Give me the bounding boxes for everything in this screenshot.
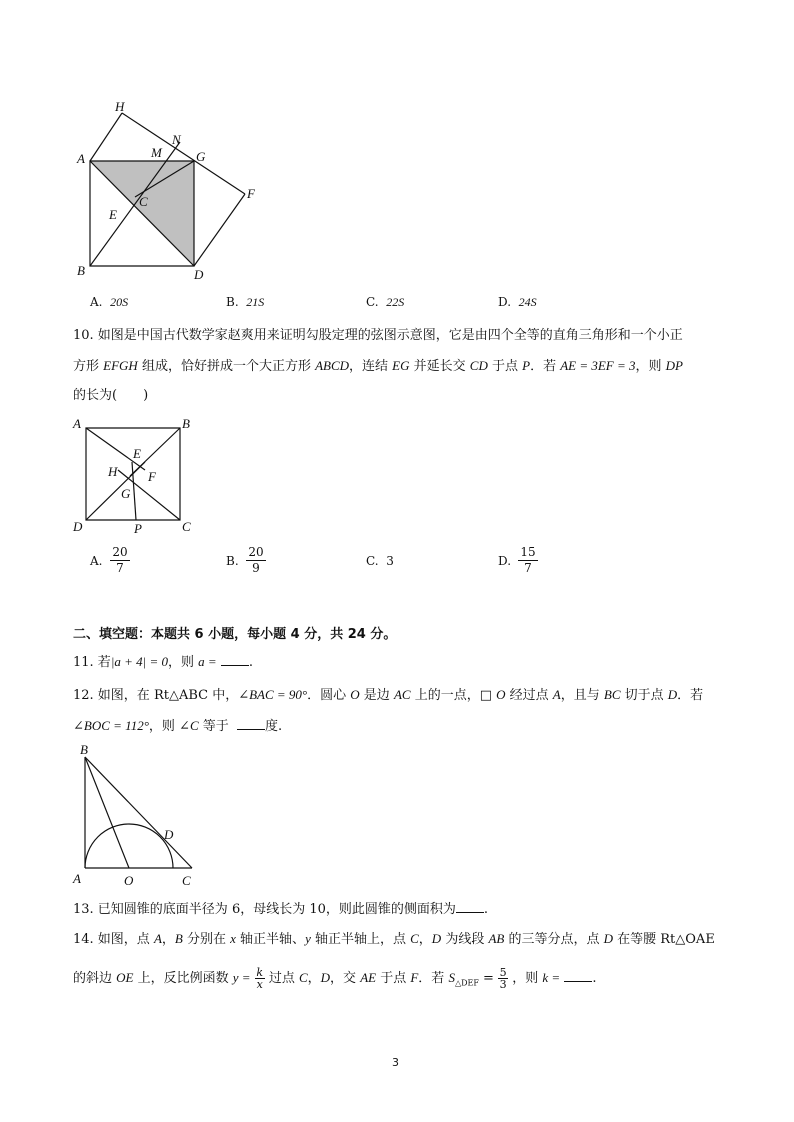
figure-q10 (80, 420, 190, 530)
page-number: 3 (392, 1056, 399, 1069)
q10-line-1: 10. 如图是中国古代数学家赵爽用来证明勾股定理的弦图示意图，它是由四个全等的直角三角形和一个小正 (73, 328, 683, 343)
q9-option-d[interactable]: D. 24S (498, 295, 537, 309)
q10-label-b: B (182, 416, 190, 431)
point-label-d: D (194, 267, 204, 282)
q10-label-p: P (134, 521, 142, 536)
q14-line-1: 14. 如图，点 A，B 分别在 x 轴正半轴、y 轴正半轴上，点 C，D 为线段 AB 的三等分点，点 D 在等腰 Rt△OAE (73, 931, 715, 947)
q10-option-d-fraction: 15 7 (518, 546, 538, 575)
point-label-m: M (151, 145, 162, 160)
point-label-b: B (77, 263, 85, 278)
point-label-h: H (115, 99, 125, 114)
q10-option-a[interactable]: A. (90, 554, 103, 568)
q10-option-d[interactable]: D. (498, 554, 512, 568)
point-label-g: G (196, 149, 206, 164)
point-label-e: E (109, 207, 117, 222)
section-2-heading: 二、填空题：本题共 6 小题，每小题 4 分，共 24 分。 (73, 627, 397, 642)
figure-q12 (78, 750, 200, 875)
q10-label-e: E (133, 446, 141, 461)
q12-line-2: ∠BOC = 112°，则 ∠C 等于 度. (73, 718, 283, 734)
q14-answer-blank[interactable] (564, 969, 592, 982)
figure-q9 (70, 95, 270, 280)
q9-option-a[interactable]: A. 20S (90, 295, 129, 309)
q11-answer-blank[interactable] (221, 653, 249, 666)
q11-line: 11. 若|a + 4| = 0，则 a = . (73, 654, 253, 670)
q9-option-b[interactable]: B. 21S (226, 295, 265, 309)
point-label-a: A (77, 151, 85, 166)
q10-line-2: 方形 EFGH 组成，恰好拼成一个大正方形 ABCD，连结 EG 并延长交 CD 于点 P．若 AE = 3EF = 3，则 DP (73, 358, 683, 374)
q10-label-g: G (121, 486, 131, 501)
q12-label-d: D (164, 827, 174, 842)
point-label-n: N (172, 132, 181, 147)
point-label-f: F (247, 186, 255, 201)
q12-label-a: A (73, 871, 81, 886)
q10-line-3: 的长为( ) (73, 388, 149, 403)
point-label-c: C (139, 194, 148, 209)
q10-label-c: C (182, 519, 191, 534)
q10-label-d: D (73, 519, 83, 534)
q10-label-f: F (148, 469, 156, 484)
q12-label-b: B (80, 742, 88, 757)
q10-label-h: H (108, 464, 118, 479)
q12-line-1: 12. 如图，在 Rt△ABC 中，∠BAC = 90°．圆心 O 是边 AC 上的一点，□ O 经过点 A，且与 BC 切于点 D．若 (73, 687, 704, 703)
q10-label-a: A (73, 416, 81, 431)
q10-option-b-fraction: 20 9 (246, 546, 266, 575)
q14-line-2: 的斜边 OE 上，反比例函数 y = $\frac{k}{x}$ 过点 C，D，交 AE 于点 F．若 $S_{\triangle DEF}$ = $\frac{5}{3}$ ，则 k = . (73, 966, 597, 991)
q12-label-o: O (124, 873, 134, 888)
q12-answer-blank[interactable] (237, 717, 265, 730)
q13-line: 13. 已知圆锥的底面半径为 6，母线长为 10，则此圆锥的侧面积为 . (73, 902, 489, 917)
q13-answer-blank[interactable] (456, 900, 484, 913)
q10-option-a-fraction: 20 7 (110, 546, 130, 575)
q10-option-c[interactable]: C. 3 (366, 554, 394, 568)
q10-option-b[interactable]: B. (226, 554, 239, 568)
q9-option-c[interactable]: C. 22S (366, 295, 405, 309)
q12-label-c: C (182, 873, 191, 888)
